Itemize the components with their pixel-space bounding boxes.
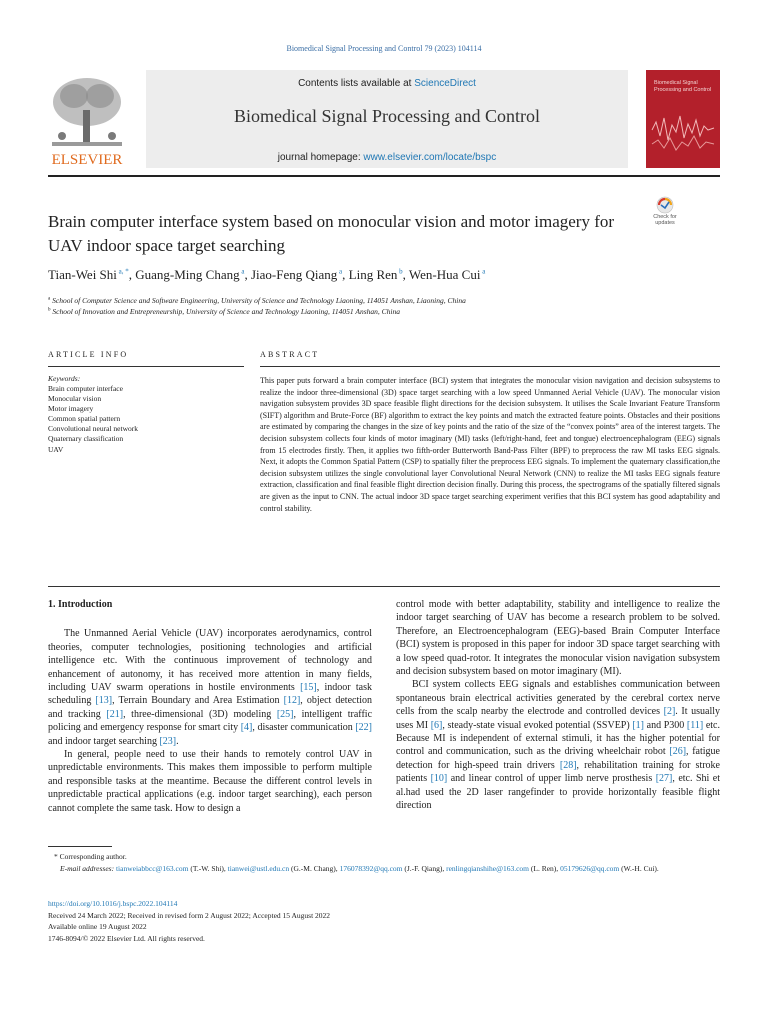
- email-owner: (T.-W. Shi),: [188, 864, 228, 873]
- paragraph-text: , object detection and tracking: [48, 695, 372, 720]
- check-updates-label: Check for updates: [653, 214, 677, 226]
- author-name[interactable]: Tian-Wei Shi: [48, 267, 117, 282]
- check-updates-icon: [648, 196, 682, 214]
- footnote: [48, 851, 720, 875]
- affiliation-b-marker: b: [48, 307, 51, 313]
- paragraph: [48, 627, 372, 748]
- email-link[interactable]: 05179626@qq.com: [560, 864, 620, 873]
- citation-link[interactable]: [22]: [355, 722, 372, 734]
- email-link[interactable]: tianwei@ustl.edu.cn: [227, 864, 290, 873]
- keyword: Motor imagery: [48, 404, 94, 414]
- article-info-rule: [48, 366, 244, 367]
- homepage-prefix: journal homepage:: [277, 152, 364, 163]
- doi-link[interactable]: https://doi.org/10.1016/j.bspc.2022.104114: [48, 899, 178, 908]
- keyword: Monocular vision: [48, 394, 102, 404]
- citation-link[interactable]: [23]: [159, 735, 177, 747]
- citation-link[interactable]: [11]: [686, 719, 704, 731]
- cover-title: Biomedical Signal Processing and Control: [654, 80, 712, 93]
- author-affiliation-marker[interactable]: a: [337, 267, 343, 276]
- contents-prefix: Contents lists available at: [298, 78, 415, 89]
- paragraph-text: , intelligent traffic policing and emergency response for smart city: [48, 708, 373, 734]
- keyword: Common spatial pattern: [48, 414, 121, 424]
- citation-link[interactable]: [1]: [632, 719, 644, 731]
- citation-link[interactable]: [2]: [663, 706, 676, 718]
- header-rule: [48, 175, 720, 177]
- paragraph-text: , Terrain Boundary and Area Estimation: [112, 695, 284, 707]
- citation-link[interactable]: [13]: [95, 695, 113, 707]
- keyword: Convolutional neural network: [48, 424, 138, 434]
- email-owner: (G.-M. Chang),: [289, 864, 340, 873]
- citation-link[interactable]: [10]: [430, 773, 448, 785]
- journal-citation-line[interactable]: Biomedical Signal Processing and Control 79 (2023) 104114: [286, 44, 482, 53]
- paragraph-text: , steady-state visual evoked potential (SSVEP): [442, 719, 633, 731]
- paragraph-text: , disaster communication: [252, 722, 356, 734]
- email-owner: (J.-F. Qiang),: [402, 864, 447, 873]
- author-affiliation-marker[interactable]: a, *: [116, 267, 129, 276]
- abstract-bottom-rule: [48, 586, 720, 587]
- publisher-name: ELSEVIER: [51, 152, 123, 168]
- citation-link[interactable]: [27]: [655, 773, 673, 785]
- check-for-updates-badge[interactable]: [648, 196, 682, 234]
- paragraph-text: , etc. Shi et al.had used the 2D laser rangefinder to provide horizontally feasible flight direction: [396, 773, 720, 812]
- body-column-left: [48, 598, 372, 815]
- paragraph-text: and P300: [644, 719, 687, 731]
- keyword: UAV: [48, 444, 64, 454]
- abstract-rule: [260, 366, 720, 367]
- paragraph-text: BCI system collects EEG signals and establishes communication between spontaneous brain electrical activities generated by the cerebral cortex nerve cells from the scalp nearby the electrode and controlled devices: [396, 679, 720, 718]
- email-addresses: [48, 863, 720, 875]
- available-online: Available online 19 August 2022: [48, 922, 147, 931]
- paragraph-text: , three-dimensional (3D) modeling: [123, 708, 277, 720]
- paragraph: control mode with better adaptability, stability and intelligence to realize the indoor target searching of UAV has become a research problem to be solved. Therefore, an Electroencephalogram (EEG)-based Brain Computer Interface (BCI) system is proposed in this paper for indoor 3D space target searching with a low speed quad-rotor. It integrates the monocular vision navigation subsystem and decision subsystem based on motor imaginary (MI).: [396, 599, 720, 678]
- citation-link[interactable]: [12]: [283, 695, 301, 707]
- abstract-text: This paper puts forward a brain computer interface (BCI) system that integrates the monocular vision navigation and decision subsystems to realize the indoor three-dimensional (3D) space target searching with a low speed Unmanned Aerial Vehicle (UAV). The monocular vision navigation subsystem provides 3D space feasible flight directions for the decision subsystem. It utilises the Scale Invariant Feature Transform (SIFT) algorithm and Brute-Force (BF) algorithm to extract the key points and match the extracted feature points. Obstacles and their positions are estimated by comparing the changes in the size of key points and the ratio of the size of the “convex points” area of the interest targets. The decision subsystem collects four kinds of motor imaginary (MI) tasks (left/right-hand, feet and tongue) electroencephalogram (EEG) signals from 15 electrodes firstly. Then, it applies two fifth-order Butterworth Band-Pass Filter (BPF) to preprocess the raw MI tasks EEG signals. Next, it adopts the Common Spatial Pattern (CSP) to spatially filter the preprocess EEG signals. To implement the quaternary classification,the decision subsystem utilizes the single convolutional layer Convolutional Neural Network (CNN) to realize the MI tasks EEG signals feature extraction, classification and final feasible flight direction decision finally. During this process, the spectrograms of the spatially filtered signals are given as the input to CNN. The actual indoor 3D space target searching experiment verifies that this BCI system has good adaptability and control stability.: [260, 376, 720, 513]
- paragraph-text: , rehabilitation training for stroke patients: [396, 759, 721, 785]
- citation-link[interactable]: [15]: [300, 682, 317, 694]
- keyword: Brain computer interface: [48, 384, 123, 393]
- article-info-heading: ARTICLE INFO: [48, 350, 129, 359]
- cover-waveform-graphic: [646, 70, 720, 168]
- paragraph-text: , fatigue detection for high-speed train drivers: [396, 746, 720, 771]
- keyword: Quaternary classification: [48, 434, 124, 444]
- citation-link[interactable]: [28]: [559, 759, 577, 771]
- affiliation-b: [48, 307, 400, 316]
- corresponding-author-note: * Corresponding author.: [54, 852, 127, 861]
- homepage-line: [146, 152, 628, 163]
- publication-info: [48, 898, 720, 944]
- received-dates: Received 24 March 2022; Received in revised form 2 August 2022; Accepted 15 August 2022: [48, 910, 331, 920]
- author-affiliation-marker[interactable]: a: [239, 267, 245, 276]
- article-title: Brain computer interface system based on monocular vision and motor imagery for UAV indoor space target searching: [48, 212, 615, 255]
- email-link[interactable]: tianweiabbcc@163.com: [115, 864, 189, 873]
- paragraph: [396, 678, 720, 812]
- paragraph-text: , indoor task scheduling: [48, 682, 372, 707]
- author-name[interactable]: Jiao-Feng Qiang: [250, 267, 338, 282]
- affiliation-a-marker: a: [48, 296, 51, 302]
- sciencedirect-link[interactable]: ScienceDirect: [414, 78, 476, 89]
- footnote-rule: [48, 846, 112, 847]
- author-list: Tian-Wei Shi $^{a, *}$, Guang-Ming Chang $^a$, Jiao-Feng Qiang $^a$, Ling Ren $^b$, Wen-Hua Cui $^a$: [48, 267, 486, 282]
- elsevier-tree-logo: [44, 72, 130, 168]
- paragraph-text: etc. Because MI is independent of external stimuli, it has the higher potential for control and communication, such as the driving wheelchair robot: [396, 719, 720, 758]
- citation-link[interactable]: [25]: [276, 708, 294, 720]
- citation-link[interactable]: [4]: [240, 722, 253, 734]
- email-link[interactable]: renlingqianshihe@163.com: [446, 864, 530, 873]
- paragraph-text: and indoor target searching: [48, 735, 160, 747]
- email-link[interactable]: 176078392@qq.com: [339, 864, 403, 873]
- section-heading-introduction: 1. Introduction: [48, 599, 113, 610]
- contents-line: [146, 78, 628, 89]
- author-name[interactable]: Ling Ren: [348, 267, 398, 282]
- author-affiliation-marker[interactable]: a: [480, 267, 486, 276]
- affiliation-a-text: School of Computer Science and Software Engineering, University of Science and Technology Liaoning, 114051 Anshan, Liaoning, China: [52, 296, 466, 305]
- email-owner: (W.-H. Cui).: [619, 864, 659, 873]
- paragraph-text: and linear control of upper limb nerve prosthesis: [447, 773, 656, 785]
- affiliation-a: [48, 296, 466, 305]
- email-label: E-mail addresses:: [60, 864, 116, 873]
- homepage-link[interactable]: www.elsevier.com/locate/bspc: [363, 152, 497, 163]
- author-name[interactable]: Wen-Hua Cui: [408, 267, 481, 282]
- affiliation-b-text: School of Innovation and Entrepreneurship, University of Science and Technology Liaoning, 114051 Anshan, China: [52, 307, 400, 316]
- paragraph: In general, people need to use their hands to remotely control UAV in unpredictable environments. This makes them impossible to perform multiple and responsible tasks at the meantime. Because the different control levels in unpredictable practical applications (e.g. indoor target searching), each person cannot complete the same task. How to design a: [48, 749, 372, 814]
- paragraph-text: The Unmanned Aerial Vehicle (UAV) incorporates aerodynamics, control theories, computer technologies, positioning technologies and artificial intelligence etc. With the continuous improvement of technology and enhancement of autonomy, it has received more attention in many fields, including UAV swarm operations in hostile environments: [48, 628, 372, 694]
- paragraph-text: . It usually uses MI: [396, 706, 721, 731]
- author-affiliation-marker[interactable]: b: [397, 267, 403, 276]
- abstract-heading: ABSTRACT: [260, 350, 320, 359]
- paragraph-text: .: [176, 735, 179, 747]
- journal-title: Biomedical Signal Processing and Control: [234, 106, 540, 126]
- author-name[interactable]: Guang-Ming Chang: [135, 267, 240, 282]
- email-owner: (L. Ren),: [529, 864, 561, 873]
- keyword-list: [48, 384, 248, 455]
- citation-link[interactable]: [26]: [669, 746, 687, 758]
- citation-link[interactable]: [21]: [106, 708, 124, 720]
- copyright: 1746-8094/© 2022 Elsevier Ltd. All rights reserved.: [48, 933, 205, 943]
- keywords-label: Keywords:: [48, 374, 81, 383]
- journal-cover-image[interactable]: [646, 70, 720, 168]
- citation-link[interactable]: [6]: [430, 719, 443, 731]
- body-column-right: [396, 598, 720, 813]
